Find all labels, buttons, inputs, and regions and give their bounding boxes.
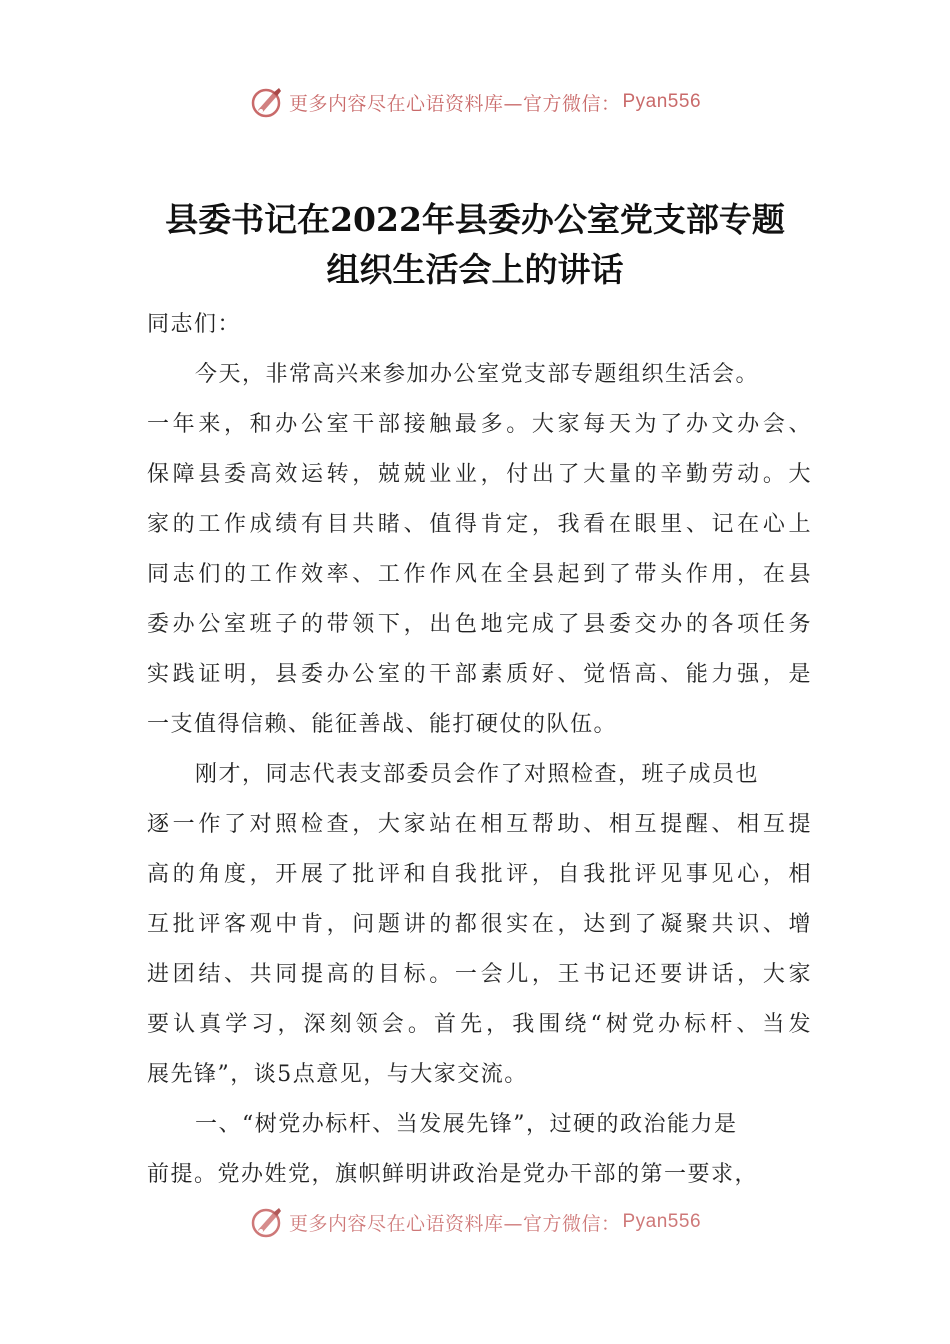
paragraph-line: 高的角度，开展了批评和自我批评，自我批评见事见心，相 <box>147 862 812 887</box>
paragraph-line: 互批评客观中肯，问题讲的都很实在，达到了凝聚共识、增 <box>147 912 812 937</box>
pen-nib-logo-icon <box>249 84 285 120</box>
paragraph-line: 进团结、共同提高的目标。一会儿，王书记还要讲话，大家 <box>147 962 812 987</box>
watermark-wechat-id: Pyan556 <box>622 1211 702 1232</box>
paragraph-line: 刚才，同志代表支部委员会作了对照检查，班子成员也 <box>195 762 760 787</box>
paragraph-line: 前提。党办姓党，旗帜鲜明讲政治是党办干部的第一要求， <box>147 1162 759 1187</box>
watermark-header <box>0 84 950 120</box>
paragraph-line: 一支值得信赖、能征善战、能打硬仗的队伍。 <box>147 712 618 737</box>
paragraph-3 <box>147 1100 812 1200</box>
paragraph-line: 展先锋”，谈5点意见，与大家交流。 <box>147 1062 528 1087</box>
watermark-text: 更多内容尽在心语资料库—官方微信： <box>288 92 621 115</box>
document-body <box>147 300 812 1200</box>
document-title <box>120 195 830 295</box>
paragraph-line: 同志们的工作效率、工作作风在全县起到了带头作用，在县 <box>147 562 812 587</box>
paragraph-line: 今天，非常高兴来参加办公室党支部专题组织生活会。 <box>195 362 760 387</box>
paragraph-line: 保障县委高效运转，兢兢业业，付出了大量的辛勤劳动。大 <box>147 462 812 487</box>
pen-nib-logo-icon <box>249 1204 285 1240</box>
title-line: 组织生活会上的讲话 <box>326 250 624 289</box>
paragraph-line: 实践证明，县委办公室的干部素质好、觉悟高、能力强，是 <box>147 662 812 687</box>
paragraph-1 <box>147 350 812 750</box>
watermark-text: 更多内容尽在心语资料库—官方微信： <box>288 1212 621 1235</box>
title-line: 县委书记在2022年县委办公室党支部专题 <box>165 200 785 239</box>
watermark-footer <box>0 1204 950 1240</box>
paragraph-line: 要认真学习，深刻领会。首先，我围绕“树党办标杆、当发 <box>147 1012 812 1037</box>
watermark-wechat-id: Pyan556 <box>622 91 702 112</box>
paragraph-line: 一年来，和办公室干部接触最多。大家每天为了办文办会、 <box>147 412 812 437</box>
paragraph-line: 一、“树党办标杆、当发展先锋”，过硬的政治能力是 <box>195 1112 738 1137</box>
paragraph-line: 家的工作成绩有目共睹、值得肯定，我看在眼里、记在心上 <box>147 512 812 537</box>
salutation: 同志们： <box>147 312 242 337</box>
paragraph-2 <box>147 750 812 1100</box>
paragraph-line: 逐一作了对照检查，大家站在相互帮助、相互提醒、相互提 <box>147 812 812 837</box>
paragraph-line: 委办公室班子的带领下，出色地完成了县委交办的各项任务 <box>147 612 812 637</box>
